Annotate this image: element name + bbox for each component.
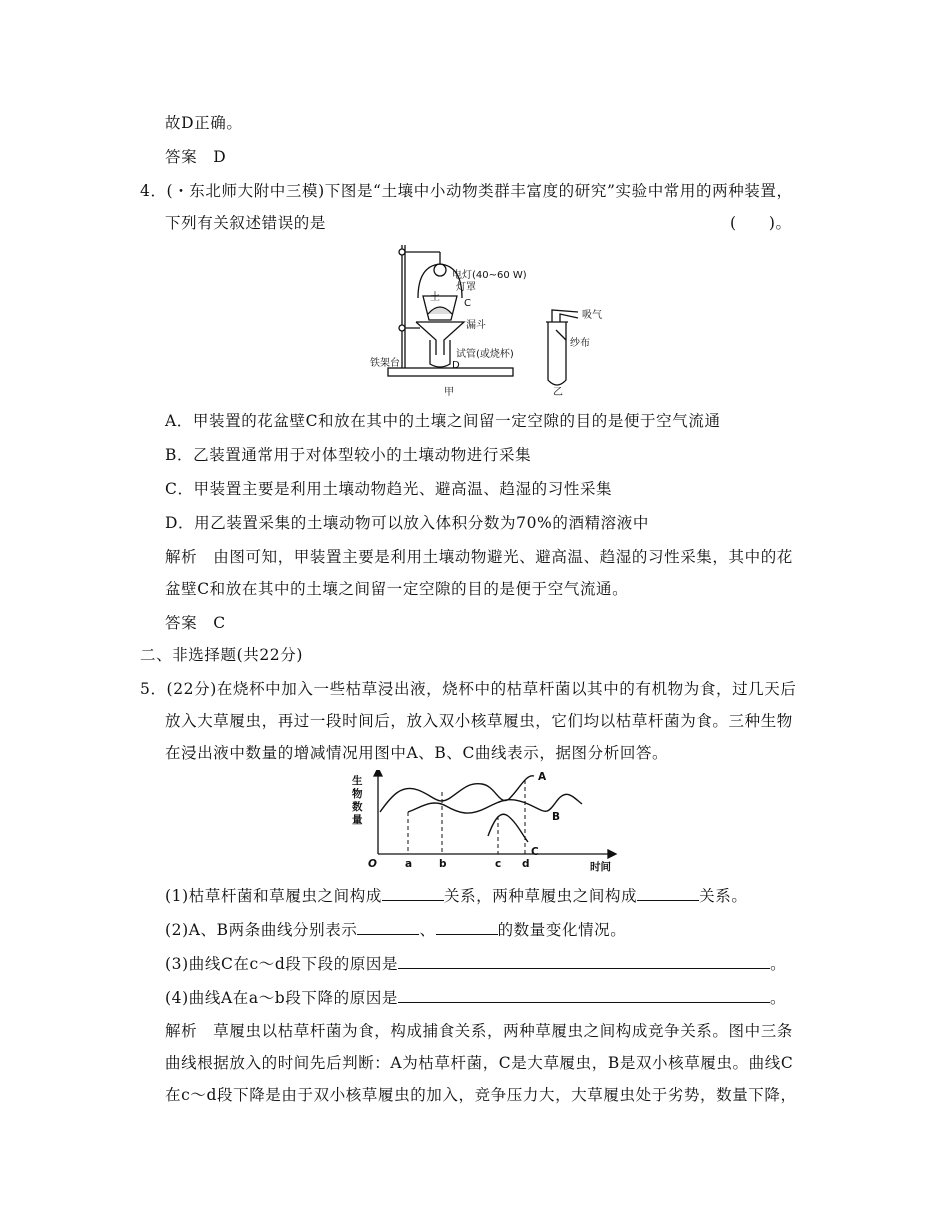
q4-option-a: A．甲装置的花盆壁C和放在其中的土壤之间留一定空隙的目的是便于空气流通 — [165, 412, 721, 430]
q5-sub3-period: 。 — [770, 955, 787, 973]
label-yi: 乙 — [553, 387, 563, 398]
chart-labels — [352, 771, 611, 873]
chart-curves — [380, 776, 582, 842]
y-axis-arrow — [374, 770, 382, 776]
q5-sub2 — [165, 919, 626, 940]
q5-analysis-line2: 曲线根据放入的时间先后判断：A为枯草杆菌，C是大草履虫，B是双小核草履虫。曲线C — [165, 1054, 794, 1072]
q4-answer: 答案 C — [165, 614, 226, 632]
q4-option-b: B．乙装置通常用于对体型较小的土壤动物进行采集 — [165, 446, 532, 464]
q5-sub1-text-c: 关系。 — [699, 887, 748, 905]
ylabel-char-2: 物 — [352, 788, 363, 800]
label-suck: 吸气 — [582, 310, 602, 321]
q5-stem-line1: 5．(22分)在烧杯中加入一些枯草浸出液，烧杯中的枯草杆菌以其中的有机物为食，过几天后 — [140, 680, 797, 698]
q3-conclusion: 故D正确。 — [165, 114, 243, 132]
label-lamp: 电灯(40~60 W) — [452, 270, 527, 281]
q5-sub1-blank-1[interactable] — [382, 885, 444, 901]
ylabel-char-4: 量 — [352, 814, 363, 826]
tick-a: a — [405, 858, 413, 870]
xlabel: 时间 — [590, 861, 611, 873]
q5-sub3-blank[interactable] — [398, 953, 770, 969]
chart-axes — [374, 770, 616, 858]
label-soil: 土 — [430, 292, 440, 303]
series-a-label: A — [538, 771, 547, 783]
q4-analysis-line2: 盆壁C和放在其中的土壤之间留一定空隙的目的是便于空气流通。 — [165, 580, 629, 598]
series-c-curve — [488, 814, 528, 842]
origin-label: O — [368, 858, 377, 870]
q5-sub4-period: 。 — [770, 989, 787, 1007]
q5-analysis-line3: 在c～d段下降是由于双小核草履虫的加入，竞争压力大，大草履虫处于劣势，数量下降， — [165, 1086, 797, 1104]
tick-b: b — [439, 858, 447, 870]
q5-sub4-blank[interactable] — [398, 987, 770, 1003]
q5-sub3 — [165, 953, 786, 974]
q4-analysis-line1: 解析 由图可知，甲装置主要是利用土壤动物避光、避高温、趋湿的习性采集，其中的花 — [165, 548, 793, 566]
q5-sub2-blank-1[interactable] — [357, 919, 419, 935]
q4-answer-bracket: ( )。 — [730, 214, 792, 232]
series-c-label: C — [531, 846, 539, 858]
q5-sub3-text: (3)曲线C在c～d段下段的原因是 — [165, 955, 399, 973]
q3-answer: 答案 D — [165, 148, 227, 166]
q5-analysis-line1: 解析 草履虫以枯草杆菌为食，构成捕食关系，两种草履虫之间构成竞争关系。图中三条 — [165, 1022, 793, 1040]
x-axis-arrow — [608, 850, 616, 858]
label-stand: 铁架台 — [370, 358, 400, 369]
label-d: D — [452, 360, 460, 371]
ylabel-char-1: 生 — [352, 775, 363, 787]
q4-option-d: D．用乙装置采集的土壤动物可以放入体积分数为70%的酒精溶液中 — [165, 514, 649, 532]
q4-apparatus-figure — [360, 240, 640, 405]
label-gauze: 纱布 — [570, 338, 590, 349]
q5-population-chart — [350, 770, 630, 875]
q5-sub2-blank-2[interactable] — [436, 919, 498, 935]
series-a-curve — [380, 776, 534, 812]
chart-dashed-lines — [408, 780, 525, 854]
q5-sub1-blank-2[interactable] — [637, 885, 699, 901]
q5-sub2-text-c: 的数量变化情况。 — [497, 921, 627, 939]
q5-sub1-text-a: (1)枯草杆菌和草履虫之间构成 — [165, 887, 382, 905]
label-funnel: 漏斗 — [466, 320, 486, 331]
label-tube: 试管(或烧杯) — [456, 349, 514, 360]
q5-sub2-text-a: (2)A、B两条曲线分别表示 — [165, 921, 358, 939]
section-heading: 二、非选择题(共22分) — [140, 646, 304, 664]
series-b-label: B — [552, 811, 561, 823]
q5-sub1 — [165, 885, 747, 906]
label-shade: 灯罩 — [456, 282, 476, 293]
ylabel-char-3: 数 — [352, 801, 363, 813]
q4-option-c: C．甲装置主要是利用土壤动物趋光、避高温、趋湿的习性采集 — [165, 480, 613, 498]
q5-sub1-text-b: 关系，两种草履虫之间构成 — [443, 887, 638, 905]
tick-c: c — [495, 858, 502, 870]
q5-sub2-text-b: 、 — [419, 921, 436, 939]
q4-stem-line1: 4．(・东北师大附中三模)下图是“土壤中小动物类群丰富度的研究”实验中常用的两种装置， — [140, 182, 793, 200]
q4-stem-line2: 下列有关叙述错误的是 — [165, 214, 327, 232]
q5-stem-line2: 放入大草履虫，再过一段时间后，放入双小核草履虫，它们均以枯草杆菌为食。三种生物 — [165, 712, 793, 730]
q5-stem-line3: 在浸出液中数量的增减情况用图中A、B、C曲线表示，据图分析回答。 — [165, 744, 669, 762]
label-jia: 甲 — [444, 387, 454, 398]
q5-sub4 — [165, 987, 786, 1008]
label-c: C — [464, 298, 471, 309]
q5-sub4-text: (4)曲线A在a～b段下降的原因是 — [165, 989, 399, 1007]
apparatus-jia-labels — [370, 268, 527, 398]
tick-d: d — [522, 858, 530, 870]
